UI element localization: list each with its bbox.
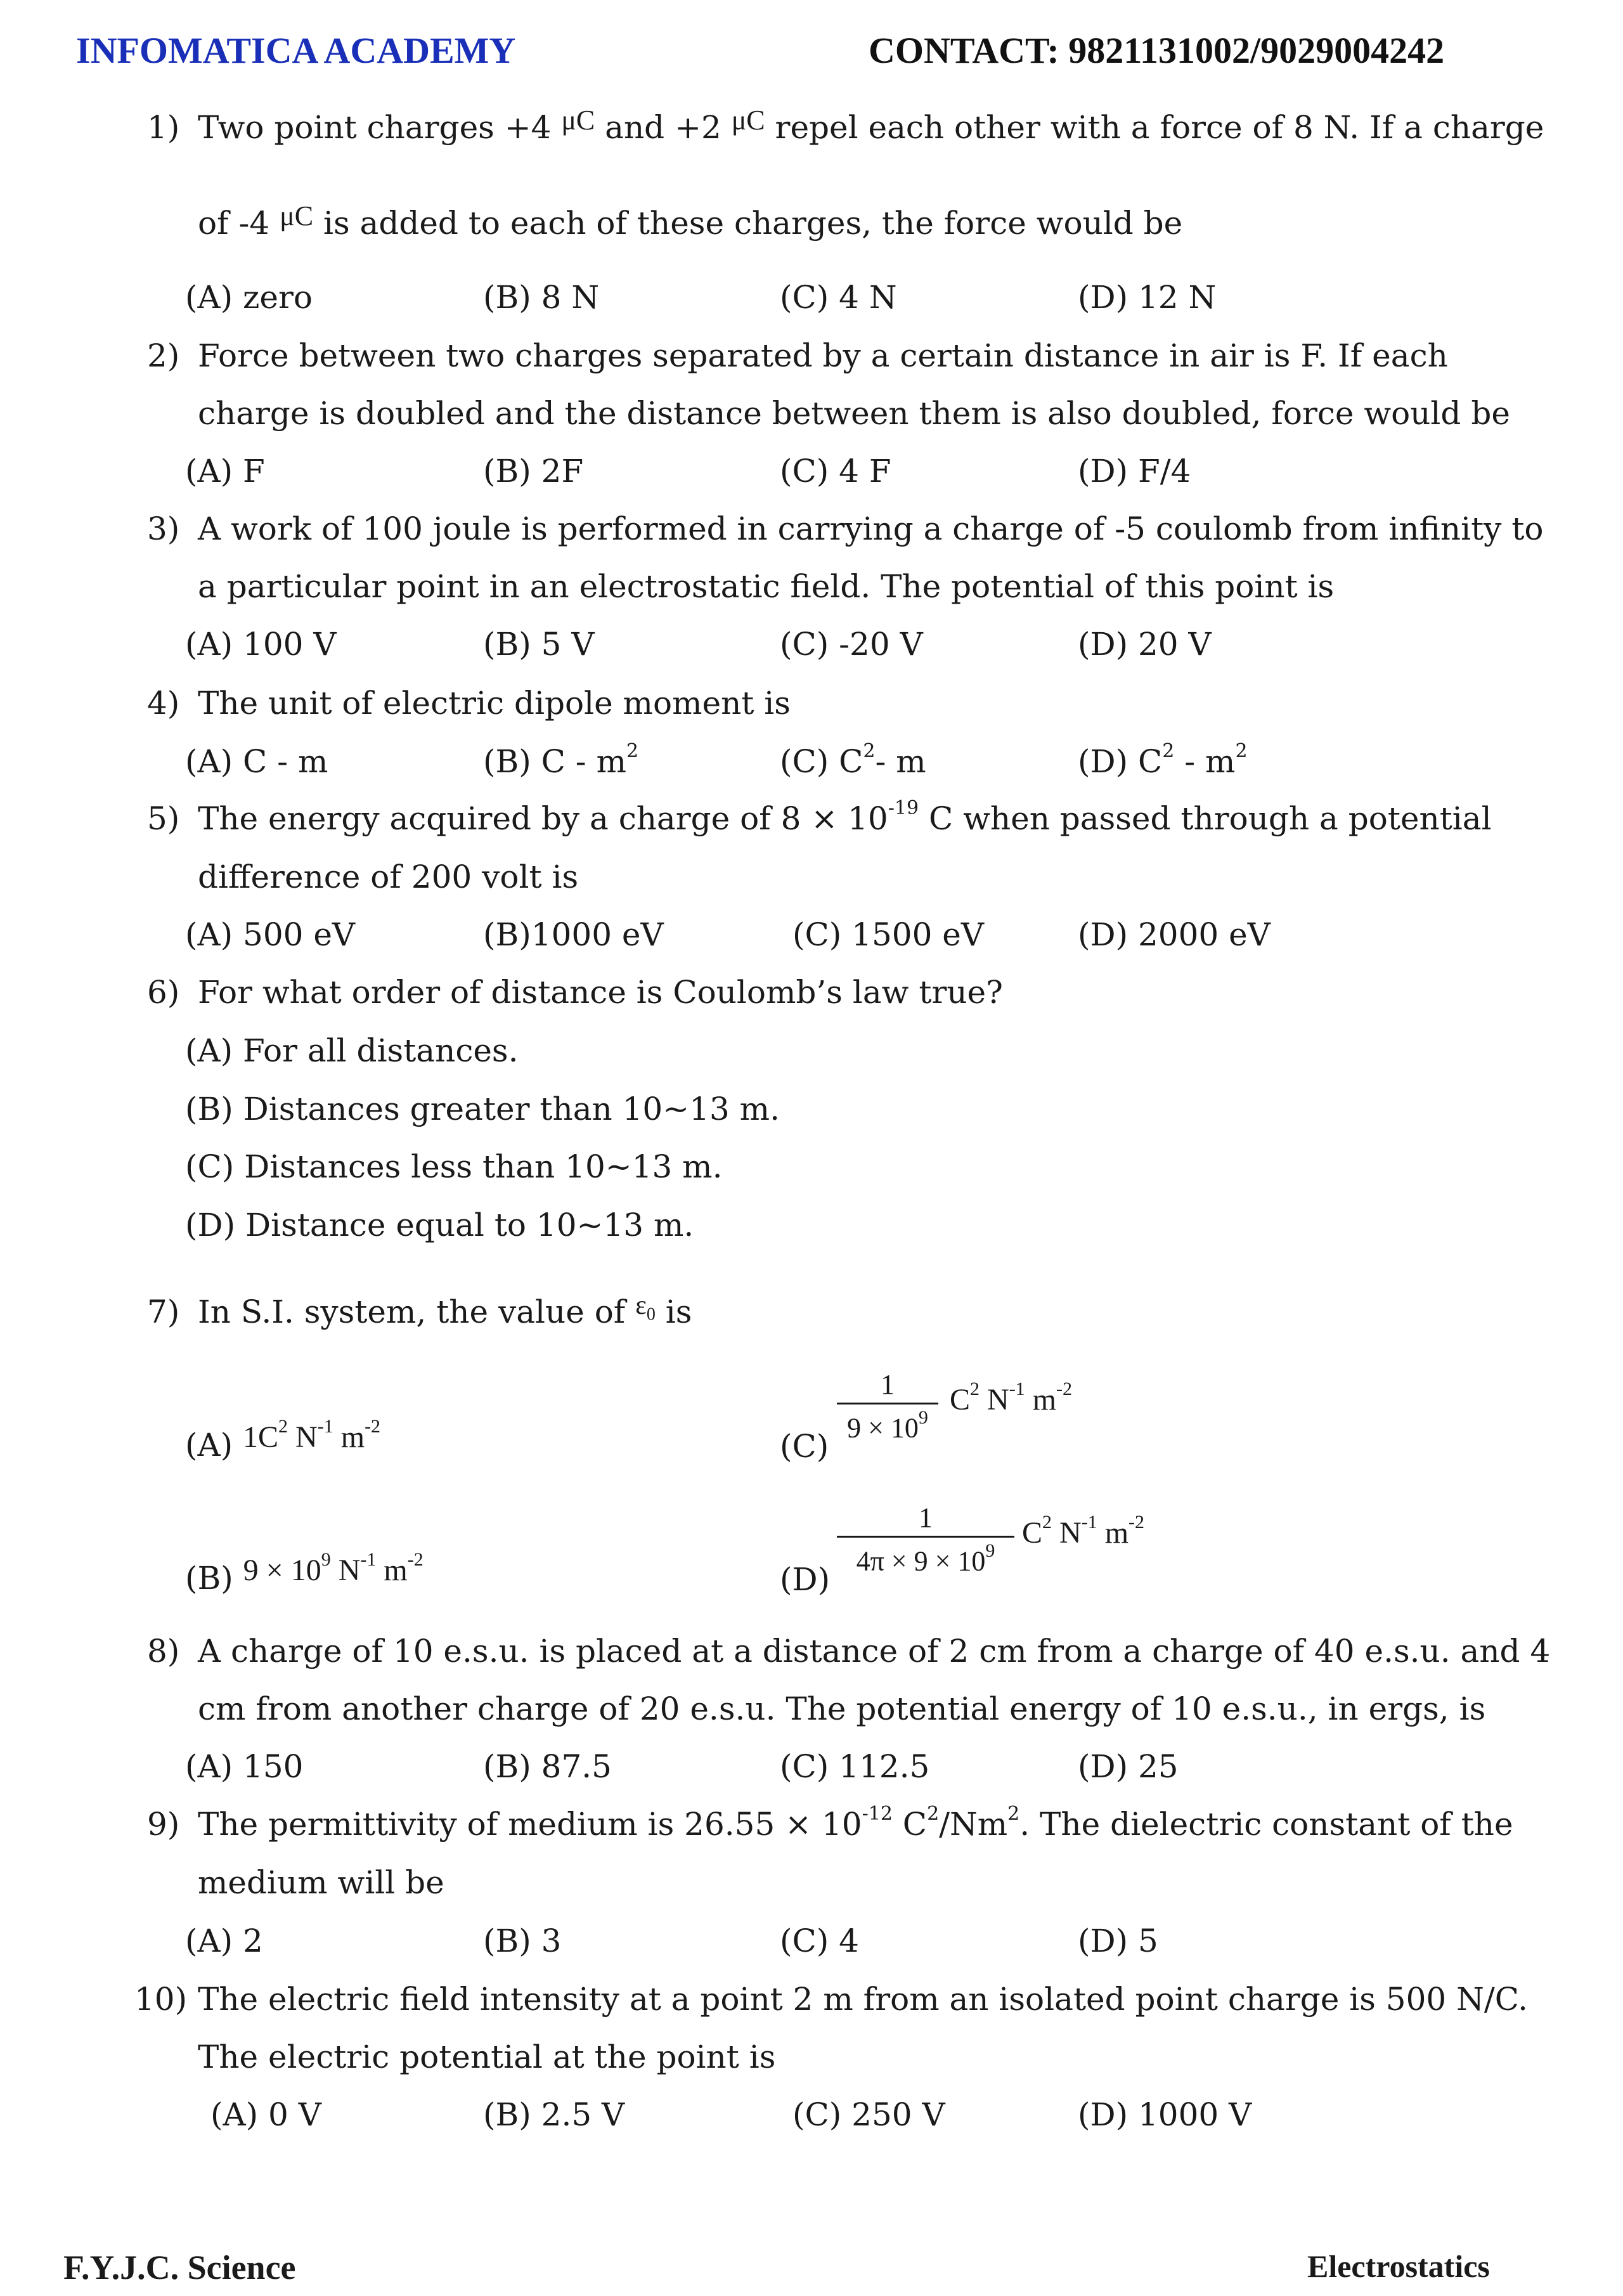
q3-option-b[interactable]: (B) 5 V	[483, 626, 595, 663]
epsilon-symbol: ε0	[635, 1291, 656, 1325]
q9-option-c[interactable]: (C) 4	[780, 1923, 859, 1959]
q3-option-a[interactable]: (A) 100 V	[185, 626, 337, 663]
q5-option-a[interactable]: (A) 500 eV	[185, 916, 356, 953]
question-7: 7) In S.I. system, the value of $^{\varepsilon_0}$ is	[147, 1291, 692, 1330]
q5-option-c[interactable]: (C) 1500 eV	[792, 916, 985, 953]
question-1: 1) Two point charges +4 μC and +2 μC repel each other with a force of 8 N. If a charge	[147, 105, 1544, 146]
q10-option-b[interactable]: (B) 2.5 V	[483, 2096, 625, 2133]
q7-option-a[interactable]: (A) $1C^2$ $N^{-1}$ $m^{-2}$	[185, 1416, 381, 1463]
footer-subject: Electrostatics	[1307, 2248, 1490, 2284]
question-8-line-2: cm from another charge of 20 e.s.u. The potential energy of 10 e.s.u., in ergs, is	[198, 1690, 1486, 1727]
fraction-bar	[837, 1403, 938, 1404]
q8-option-b[interactable]: (B) 87.5	[483, 1748, 612, 1785]
contact-info: CONTACT: 9821131002/9029004242	[869, 30, 1445, 71]
academy-title: INFOMATICA ACADEMY	[76, 30, 516, 71]
q8-option-d[interactable]: (D) 25	[1078, 1748, 1179, 1785]
q4-option-d[interactable]: (D) $C^2 - m^2$	[1078, 740, 1248, 780]
q1-option-d[interactable]: (D) 12 N	[1078, 279, 1217, 316]
question-9: 9) The permittivity of medium is $26.55 \times 10^{-12}$ $C^2/Nm^2$. The dielectric constant of the	[147, 1803, 1513, 1843]
question-9-line-2: medium will be	[198, 1864, 444, 1901]
q8-option-a[interactable]: (A) 150	[185, 1748, 304, 1785]
q1-option-b[interactable]: (B) 8 N	[483, 279, 600, 316]
question-6: 6) For what order of distance is Coulomb’s law true?	[147, 974, 1003, 1011]
question-2-line-2: charge is doubled and the distance between them is also doubled, force would be	[198, 395, 1510, 432]
question-5: 5) The energy acquired by a charge of $8 \times 10^{-19}$ C when passed through a potential	[147, 797, 1492, 837]
q3-option-c[interactable]: (C) -20 V	[780, 626, 923, 663]
question-2: 2) Force between two charges separated by a certain distance in air is F. If each	[147, 337, 1448, 374]
q1-option-a[interactable]: (A) zero	[185, 279, 313, 316]
q1-option-c[interactable]: (C) 4 N	[780, 279, 897, 316]
q2-option-b[interactable]: (B) 2F	[483, 453, 584, 490]
question-number: 1)	[147, 109, 180, 146]
q4-option-c[interactable]: (C) $C^2-$ m	[780, 740, 926, 780]
q7-option-d-denominator: $4\pi \times 9 \times 10^9$	[856, 1540, 995, 1577]
question-1-line-2: of -4 μC is added to each of these charges, the force would be	[198, 200, 1183, 242]
q6-option-c[interactable]: (C) Distances less than 10~13 m.	[185, 1148, 723, 1185]
q10-option-a[interactable]: (A) 0 V	[210, 2096, 321, 2133]
q6-option-a[interactable]: (A) For all distances.	[185, 1032, 519, 1069]
q10-option-c[interactable]: (C) 250 V	[792, 2096, 945, 2133]
q7-option-d-label[interactable]: (D)	[780, 1561, 831, 1598]
q7-option-c-units: $C^2$ $N^{-1}$ $m^{-2}$	[950, 1378, 1073, 1417]
q3-option-d[interactable]: (D) 20 V	[1078, 626, 1212, 663]
footer-class: F.Y.J.C. Science	[63, 2248, 296, 2286]
q2-option-d[interactable]: (D) F/4	[1078, 453, 1191, 490]
question-10: 10) The electric field intensity at a point 2 m from an isolated point charge is 500 N/C.	[134, 1981, 1529, 2018]
question-8: 8) A charge of 10 e.s.u. is placed at a distance of 2 cm from a charge of 40 e.s.u. and 4	[147, 1633, 1551, 1670]
q9-option-a[interactable]: (A) 2	[185, 1923, 263, 1959]
q7-option-c-label[interactable]: (C)	[780, 1428, 829, 1465]
question-3-line-2: a particular point in an electrostatic field. The potential of this point is	[198, 568, 1335, 605]
q4-option-b[interactable]: (B) C - $m^2$	[483, 740, 639, 780]
q7-option-c-numerator: 1	[881, 1369, 895, 1400]
q5-option-b[interactable]: (B)1000 eV	[483, 916, 664, 953]
q2-option-a[interactable]: (A) F	[185, 453, 265, 490]
q7-option-c-denominator: $9 \times 10^9$	[847, 1407, 928, 1444]
q5-option-d[interactable]: (D) 2000 eV	[1078, 916, 1271, 953]
q10-option-d[interactable]: (D) 1000 V	[1078, 2096, 1252, 2133]
question-3: 3) A work of 100 joule is performed in carrying a charge of -5 coulomb from infinity to	[147, 510, 1544, 547]
q6-option-d[interactable]: (D) Distance equal to 10~13 m.	[185, 1207, 694, 1243]
q7-option-b[interactable]: (B) $9 \times 10^9$ $N^{-1}$ $m^{-2}$	[185, 1549, 424, 1597]
fraction-bar	[837, 1536, 1014, 1538]
question-4: 4) The unit of electric dipole moment is	[147, 685, 791, 722]
q7-option-d-units: $C^2$ $N^{-1}$ $m^{-2}$	[1022, 1512, 1145, 1550]
q7-option-d-numerator: 1	[919, 1502, 933, 1533]
q4-option-a[interactable]: (A) C - m	[185, 743, 328, 780]
q8-option-c[interactable]: (C) 112.5	[780, 1748, 930, 1785]
q9-option-d[interactable]: (D) 5	[1078, 1923, 1158, 1959]
q9-option-b[interactable]: (B) 3	[483, 1923, 562, 1959]
question-5-line-2: difference of 200 volt is	[198, 859, 579, 895]
question-10-line-2: The electric potential at the point is	[198, 2039, 776, 2075]
q2-option-c[interactable]: (C) 4 F	[780, 453, 891, 490]
q6-option-b[interactable]: (B) Distances greater than 10~13 m.	[185, 1091, 780, 1127]
